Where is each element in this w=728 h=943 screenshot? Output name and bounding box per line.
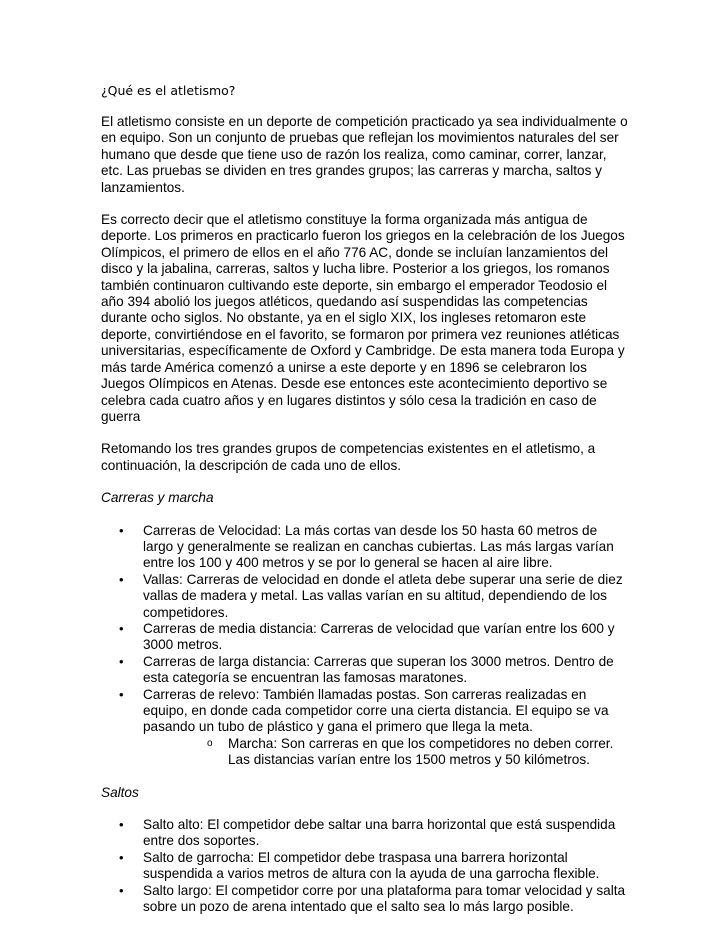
list-item (101, 687, 631, 769)
section-heading-carreras: Carreras y marcha (101, 490, 214, 506)
list-carreras (101, 523, 631, 769)
paragraph-history: Es correcto decir que el atletismo constituye la forma organizada más antigua de deporte. Los primeros en practicarlo fueron los griegos en la celebración de los Juegos Olímpicos, el primero de ellos en el año 776 AC, donde se incluían lanzamientos del disco y la jabalina, carreras, saltos y lucha libre. Posterior a los griegos, los romanos también continuaron cultivando este deporte, sin embargo el emperador Teodosio el año 394 abolió los juegos atléticos, quedando así suspendidas las competencias durante ocho siglos. No obstante, ya en el siglo XIX, los ingleses retomaron este deporte, convirtiéndose en el favorito, se formaron por primera vez reuniones atléticas universitarias, específicamente de Oxford y Cambridge. De esta manera toda Europa y más tarde América comenzó a unirse a este deporte y en 1896 se celebraron los Juegos Olímpicos en Atenas. Desde ese entonces este acontecimiento deportivo se celebra cada cuatro años y en lugares distintos y sólo cesa la tradición en caso de guerra (101, 212, 625, 424)
bullet-icon: • (119, 522, 124, 538)
list-item (101, 621, 631, 654)
list-item (101, 850, 631, 883)
paragraph-intro: El atletismo consiste en un deporte de competición practicado ya sea individualmente o en equipo. Son un conjunto de pruebas que reflejan los movimientos naturales del ser humano que desde que tiene uso de razón los realiza, como caminar, correr, lanzar, etc. Las pruebas se dividen en tres grandes grupos; las carreras y marcha, saltos y lanzamientos. (101, 114, 628, 195)
hollow-bullet-icon: o (207, 737, 213, 749)
list-item-text: Carreras de larga distancia: Carreras que superan los 3000 metros. Dentro de esta categoría se encuentran las famosas maratones. (143, 653, 614, 686)
list-item-text: Carreras de Velocidad: La más cortas van desde los 50 hasta 60 metros de largo y generalmente se realizan en canchas cubiertas. Las más largas varían entre los 100 y 400 metros y se por lo general se hacen al aire libre. (143, 522, 614, 571)
section-heading-saltos: Saltos (101, 784, 139, 800)
list-item (101, 654, 631, 687)
list-item (101, 523, 631, 572)
document-title: ¿Qué es el atletismo? (101, 83, 236, 98)
list-item-text: Salto alto: El competidor debe saltar una barra horizontal que está suspendida entre dos soportes. (143, 817, 616, 849)
list-saltos (101, 817, 631, 915)
bullet-icon: • (119, 653, 124, 669)
list-item (101, 572, 631, 621)
document-page (101, 83, 631, 931)
bullet-icon: • (119, 571, 124, 587)
bullet-icon: • (119, 620, 124, 636)
list-item-text: Salto largo: El competidor corre por una plataforma para tomar velocidad y salta sobre un pozo de arena intentado que el salto sea lo más largo posible. (143, 882, 626, 915)
sublist-item-text: Marcha: Son carreras en que los competidores no deben correr. Las distancias varían entre los 1500 metros y 50 kilómetros. (228, 735, 614, 768)
list-item-text: Salto de garrocha: El competidor debe traspasa una barrera horizontal suspendida a varios metros de altura con la ayuda de una garrocha flexible. (143, 849, 600, 882)
list-item-text: Carreras de relevo: También llamadas postas. Son carreras realizadas en equipo, en donde cada competidor corre una cierta distancia. El equipo se va pasando un tubo de plástico y gana el primero que llega la meta. (143, 686, 609, 735)
paragraph-transition: Retomando los tres grandes grupos de competencias existentes en el atletismo, a continuación, la descripción de cada uno de ellos. (101, 441, 596, 473)
sublist-carreras (143, 736, 631, 769)
bullet-icon: • (119, 817, 124, 833)
list-item (101, 883, 631, 916)
list-item-text: Carreras de media distancia: Carreras de velocidad que varían entre los 600 y 3000 metros. (143, 620, 615, 653)
bullet-icon: • (119, 882, 124, 898)
bullet-icon: • (119, 849, 124, 865)
sublist-item (143, 736, 631, 769)
bullet-icon: • (119, 686, 124, 702)
list-item (101, 817, 631, 850)
list-item-text: Vallas: Carreras de velocidad en donde el atleta debe superar una serie de diez vallas de madera y metal. Las vallas varían en su altitud, dependiendo de los competidores. (143, 571, 623, 620)
